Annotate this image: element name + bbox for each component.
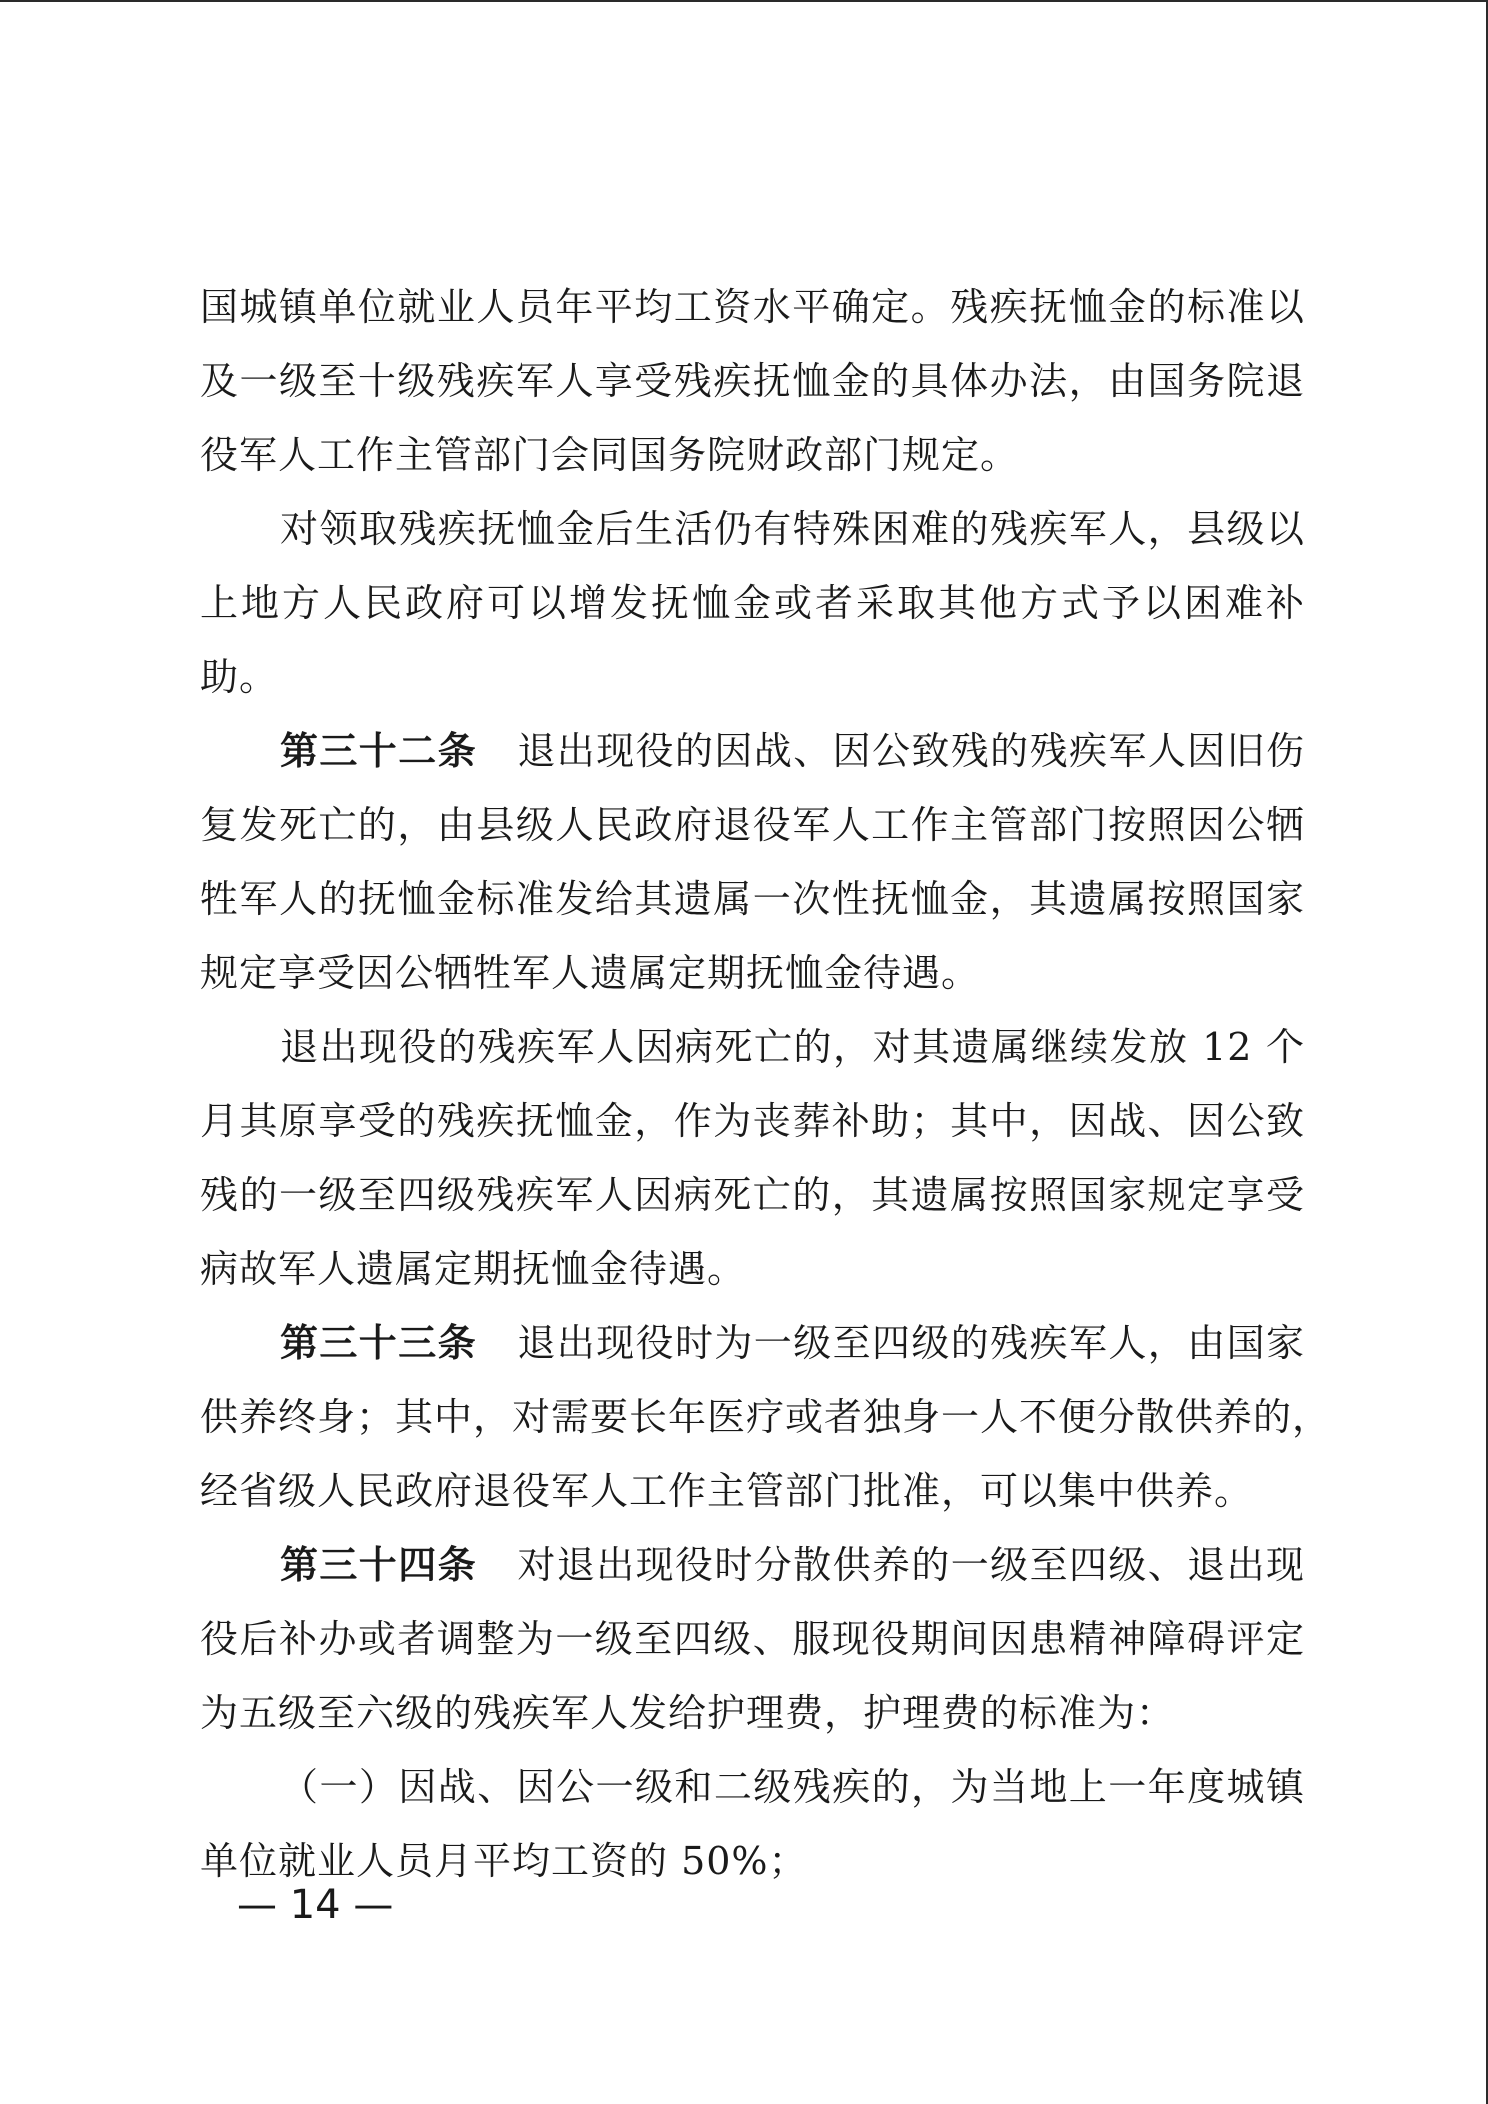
body-line: 国城镇单位就业人员年平均工资水平确定。残疾抚恤金的标准以	[200, 285, 1305, 329]
body-line: 复发死亡的，由县级人民政府退役军人工作主管部门按照因公牺	[200, 803, 1305, 847]
body-line: 助。	[200, 655, 279, 699]
article-33-line: 第三十三条 退出现役时为一级至四级的残疾军人，由国家	[280, 1321, 1305, 1365]
body-line: 役后补办或者调整为一级至四级、服现役期间因患精神障碍评定	[200, 1617, 1305, 1661]
article-34-line: 第三十四条 对退出现役时分散供养的一级至四级、退出现	[280, 1543, 1305, 1587]
body-line: 经省级人民政府退役军人工作主管部门批准，可以集中供养。	[200, 1469, 1254, 1513]
body-line: 及一级至十级残疾军人享受残疾抚恤金的具体办法，由国务院退	[200, 359, 1305, 403]
body-line: 规定享受因公牺牲军人遗属定期抚恤金待遇。	[200, 951, 981, 995]
article-32-line: 第三十二条 退出现役的因战、因公致残的残疾军人因旧伤	[280, 729, 1305, 773]
body-line: 月其原享受的残疾抚恤金，作为丧葬补助；其中，因战、因公致	[200, 1099, 1305, 1143]
page-number: — 14 —	[237, 1882, 394, 1928]
article-heading-33: 第三十三条	[280, 1321, 477, 1365]
body-line: 为五级至六级的残疾军人发给护理费，护理费的标准为：	[200, 1691, 1176, 1735]
body-line: 对领取残疾抚恤金后生活仍有特殊困难的残疾军人，县级以	[280, 507, 1305, 551]
body-line: 役军人工作主管部门会同国务院财政部门规定。	[200, 433, 1020, 477]
article-heading-34: 第三十四条	[280, 1543, 477, 1587]
document-body	[200, 270, 1332, 1898]
body-line: 病故军人遗属定期抚恤金待遇。	[200, 1247, 747, 1291]
body-line: 供养终身；其中，对需要长年医疗或者独身一人不便分散供养的，	[200, 1395, 1332, 1439]
body-line: 上地方人民政府可以增发抚恤金或者采取其他方式予以困难补	[200, 581, 1305, 625]
list-item-line: （一）因战、因公一级和二级残疾的，为当地上一年度城镇	[280, 1765, 1305, 1809]
body-line: 残的一级至四级残疾军人因病死亡的，其遗属按照国家规定享受	[200, 1173, 1305, 1217]
body-line: 退出现役的残疾军人因病死亡的，对其遗属继续发放 12 个	[280, 1025, 1305, 1069]
body-line: 牲军人的抚恤金标准发给其遗属一次性抚恤金，其遗属按照国家	[200, 877, 1305, 921]
article-heading-32: 第三十二条	[280, 729, 477, 773]
list-item-line: 单位就业人员月平均工资的 50%；	[200, 1839, 808, 1883]
page-border-top	[0, 0, 1488, 2]
